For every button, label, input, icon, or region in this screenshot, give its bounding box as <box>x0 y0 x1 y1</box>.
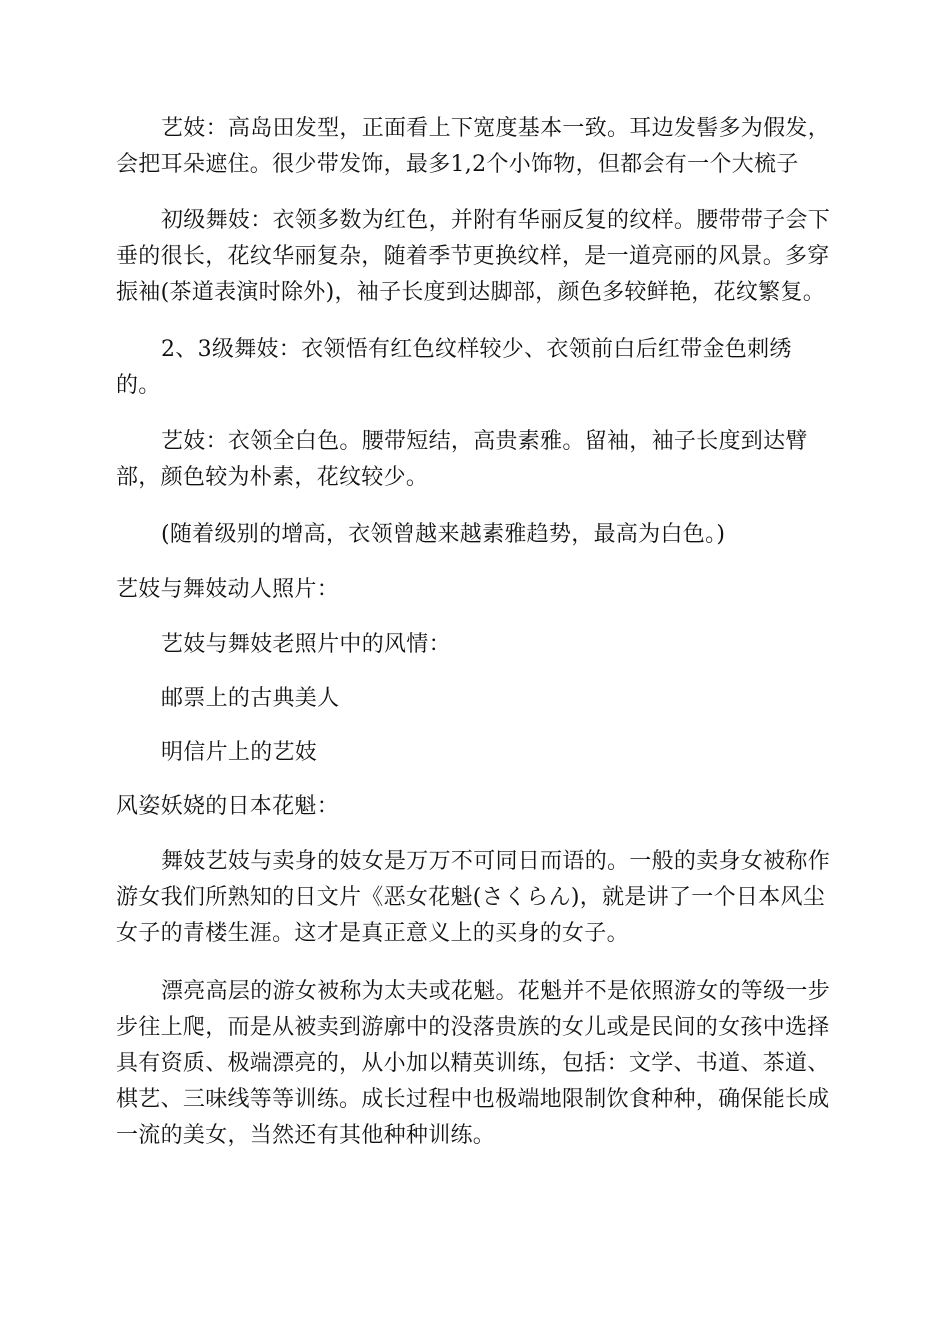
heading-photos: 艺妓与舞妓动人照片： <box>116 577 340 602</box>
paragraph-tayu-oiran: 漂亮高层的游女被称为太夫或花魁。花魁并不是依照游女的等级一步步往上爬，而是从被卖到游廓中的没落贵族的女儿或是民间的女孩中选择具有资质、极端漂亮的，从小加以精英训练，包括：文学、书道、茶道、棋艺、三味线等等训练。成长过程中也极端地限制饮食种种，确保能长成一流的美女，当然还有其他种种训练。 <box>116 979 831 1148</box>
heading-stamps: 邮票上的古典美人 <box>161 686 340 711</box>
heading-postcards: 明信片上的艺妓 <box>161 740 318 765</box>
paragraph-junior-maiko: 初级舞妓：衣领多数为红色，并附有华丽反复的纹样。腰带带子会下垂的很长，花纹华丽复杂，随着季节更换纹样，是一道亮丽的风景。多穿振袖(茶道表演时除外)，袖子长度到达脚部，颜色多较鲜艳，花纹繁复。 <box>116 208 831 305</box>
paragraph-collar-note: (随着级别的增高，衣领曾越来越素雅趋势，最高为白色。) <box>161 522 726 547</box>
heading-old-photos: 艺妓与舞妓老照片中的风情： <box>161 632 451 657</box>
paragraph-maiko-level-2-3: 2、3级舞妓：衣领悟有红色纹样较少、衣领前白后红带金色刺绣的。 <box>116 337 792 398</box>
heading-oiran: 风姿妖娆的日本花魁： <box>116 794 340 819</box>
paragraph-geisha-hairstyle: 艺妓：高岛田发型，正面看上下宽度基本一致。耳边发髻多为假发，会把耳朵遮住。很少带发饰，最多1,2个小饰物，但都会有一个大梳子 <box>116 116 831 177</box>
paragraph-geisha-collar: 艺妓：衣领全白色。腰带短结，高贵素雅。留袖，袖子长度到达臂部，颜色较为朴素，花纹较少。 <box>116 429 808 490</box>
paragraph-yujo: 舞妓艺妓与卖身的妓女是万万不可同日而语的。一般的卖身女被称作游女我们所熟知的日文片《恶女花魁(さくらん)，就是讲了一个日本风尘女子的青楼生涯。这才是真正意义上的买身的女子。 <box>116 849 831 946</box>
